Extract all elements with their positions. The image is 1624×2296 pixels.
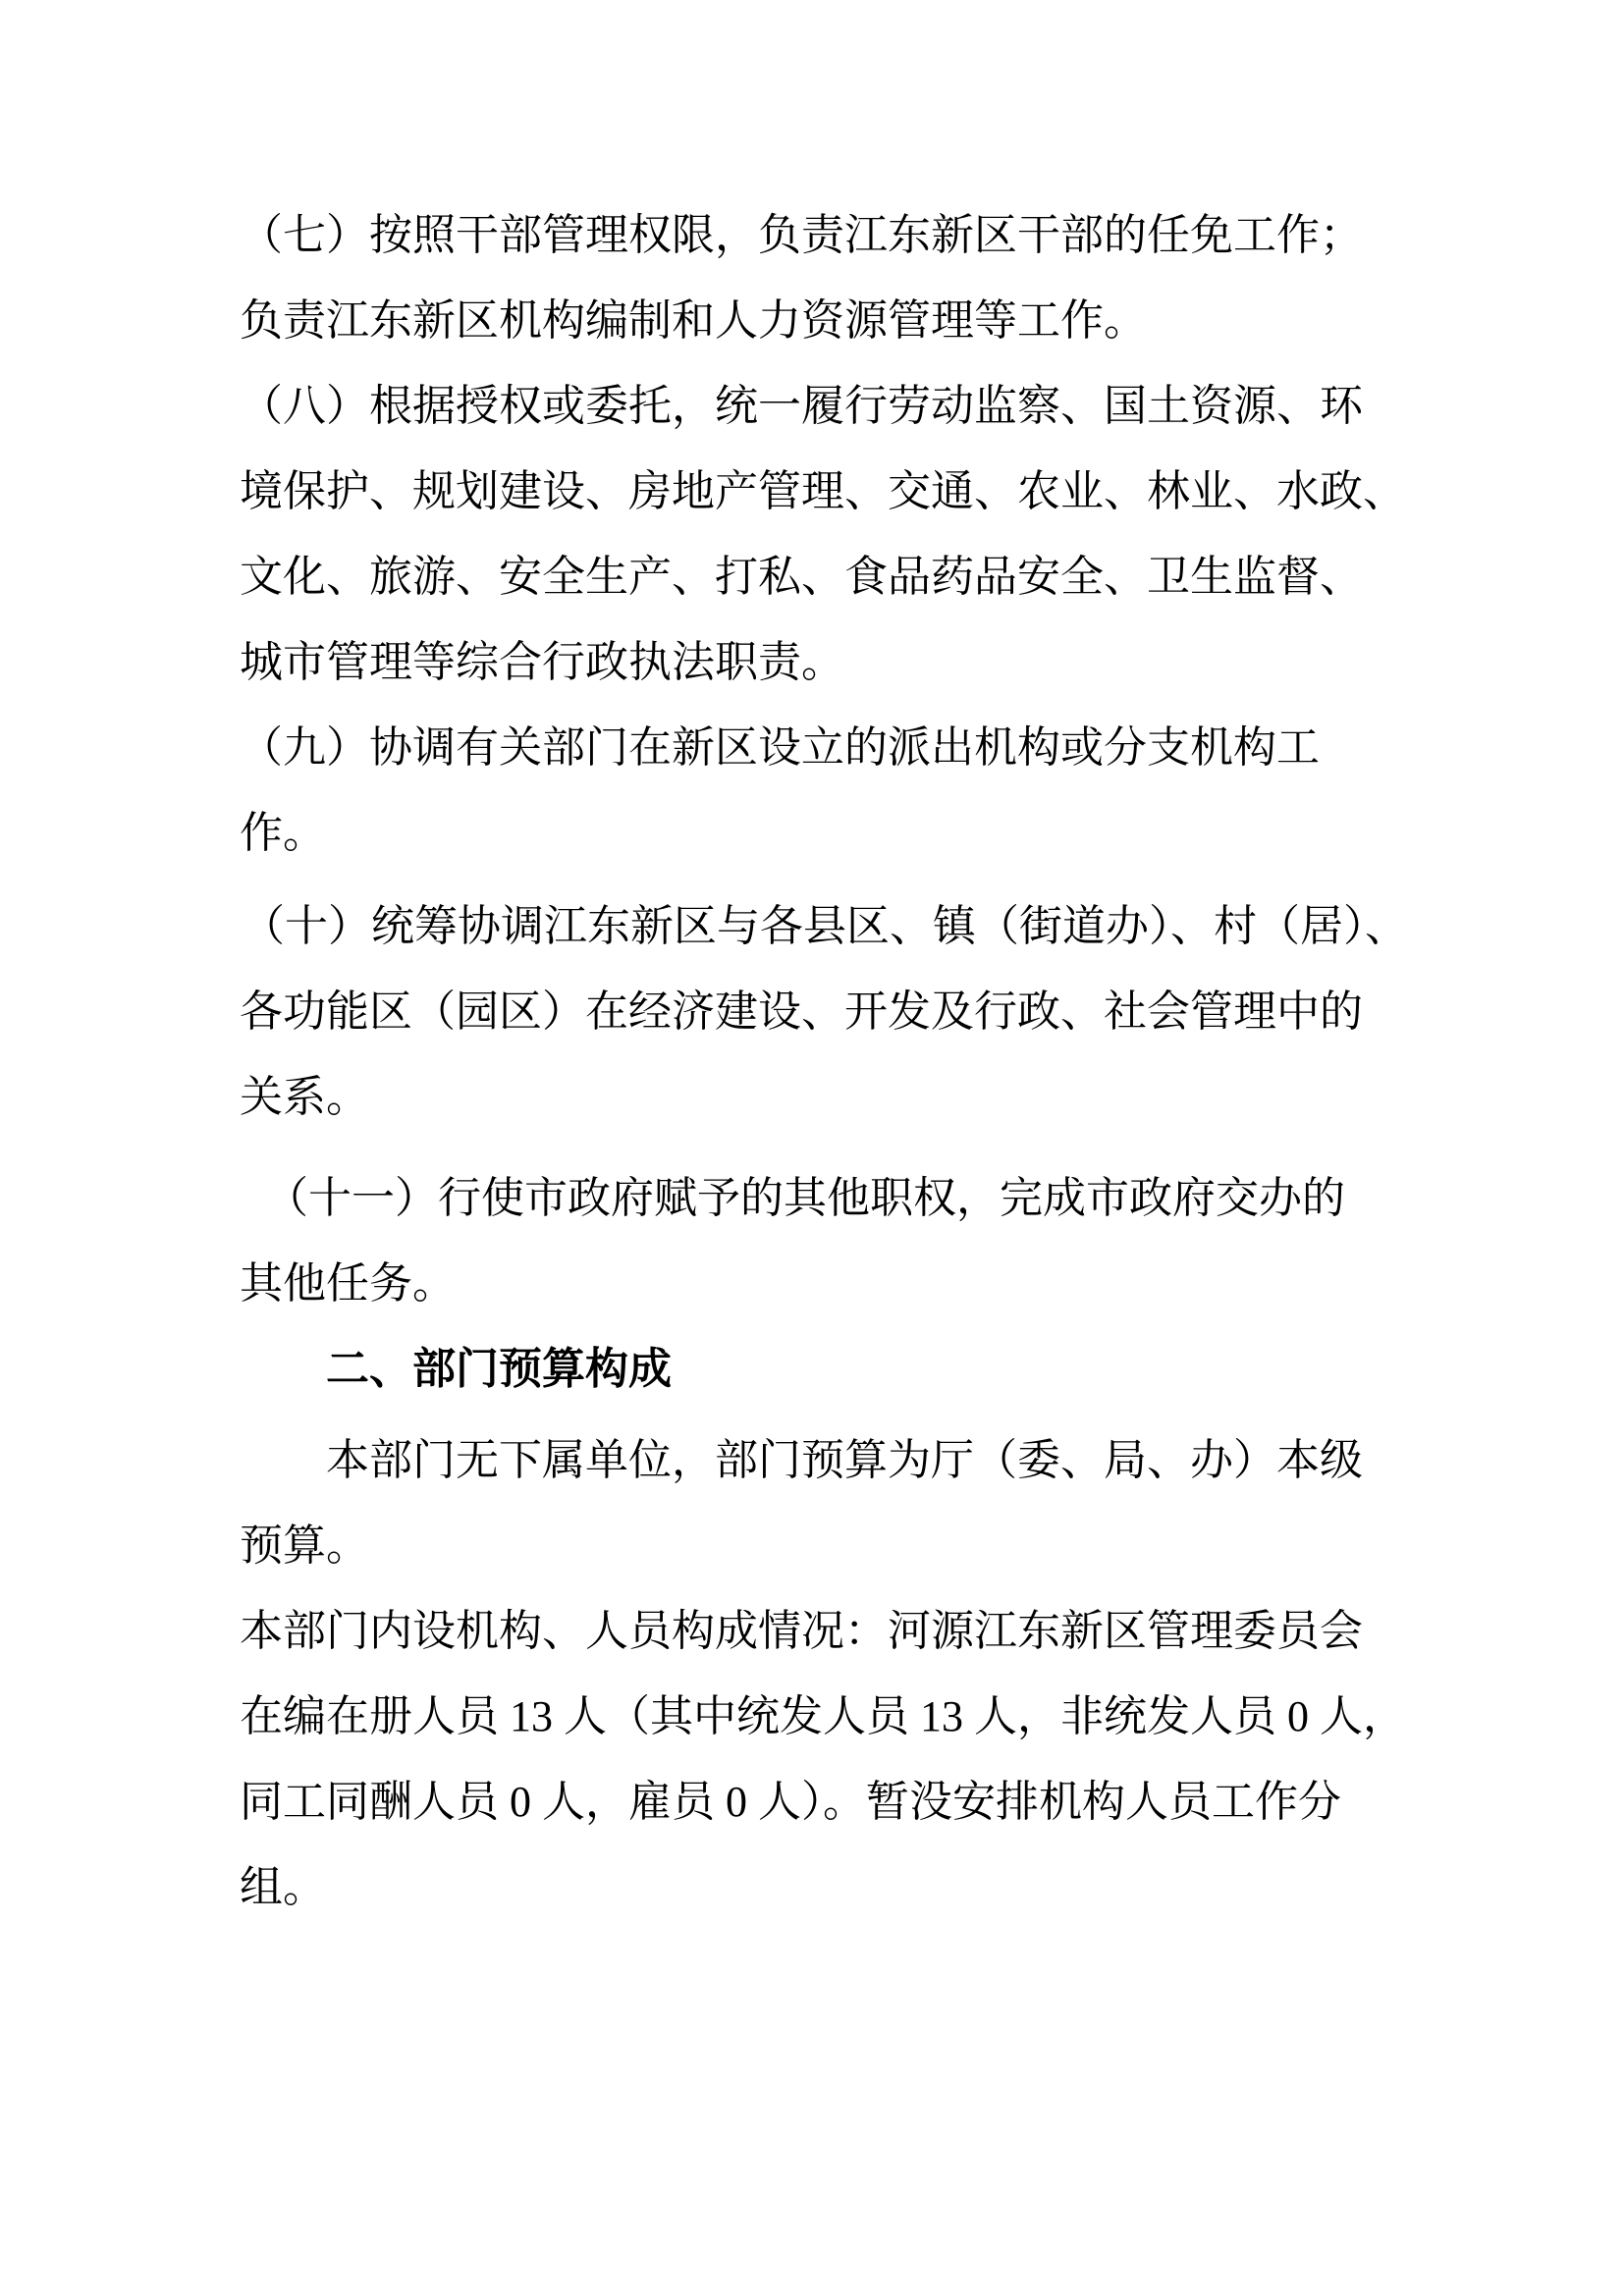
paragraph-item-10 xyxy=(240,883,1408,1140)
text-line: 同工同酬人员 0 人，雇员 0 人）。暂没安排机构人员工作分 xyxy=(240,1778,1341,1826)
text-line: 在编在册人员 13 人（其中统发人员 13 人，非统发人员 0 人， xyxy=(240,1692,1406,1740)
text-line: 关系。 xyxy=(240,1073,369,1121)
text-line: 其他任务。 xyxy=(240,1259,456,1308)
text-line: （八）根据授权或委托，统一履行劳动监察、国土资源、环 xyxy=(240,382,1363,430)
text-line: 境保护、规划建设、房地产管理、交通、农业、林业、水政、 xyxy=(240,467,1406,515)
text-line: （九）协调有关部门在新区设立的派出机构或分支机构工 xyxy=(240,723,1320,772)
text-line: 本部门内设机构、人员构成情况：河源江东新区管理委员会 xyxy=(240,1607,1363,1655)
paragraph-item-11 xyxy=(240,1155,1380,1326)
paragraph-item-8 xyxy=(240,363,1406,705)
text-line: 作。 xyxy=(240,809,326,857)
text-line: 预算。 xyxy=(240,1522,369,1570)
paragraph-budget-composition xyxy=(240,1417,1380,1588)
text-line: （七）按照干部管理权限，负责江东新区干部的任免工作； xyxy=(240,211,1363,259)
text-line: 组。 xyxy=(240,1863,326,1911)
paragraph-staff-composition xyxy=(240,1588,1406,1930)
text-line: 文化、旅游、安全生产、打私、食品药品安全、卫生监督、 xyxy=(240,553,1363,601)
text-line: 负责江东新区机构编制和人力资源管理等工作。 xyxy=(240,296,1147,345)
text-line: 各功能区（园区）在经济建设、开发及行政、社会管理中的 xyxy=(240,988,1363,1036)
text-line: （十一）行使市政府赋予的其他职权，完成市政府交办的 xyxy=(265,1174,1345,1222)
text-line: 城市管理等综合行政执法职责。 xyxy=(240,638,844,686)
paragraph-item-9 xyxy=(240,705,1380,876)
paragraph-item-7 xyxy=(240,192,1380,363)
text-line: 本部门无下属单位，部门预算为厅（委、局、办）本级 xyxy=(326,1436,1363,1484)
text-line: （十）统筹协调江东新区与各县区、镇（街道办）、村（居）、 xyxy=(242,902,1408,950)
text-line: 二、部门预算构成 xyxy=(326,1345,672,1393)
paragraph-section-heading-2 xyxy=(240,1326,1380,1412)
document-body xyxy=(240,192,1408,1930)
